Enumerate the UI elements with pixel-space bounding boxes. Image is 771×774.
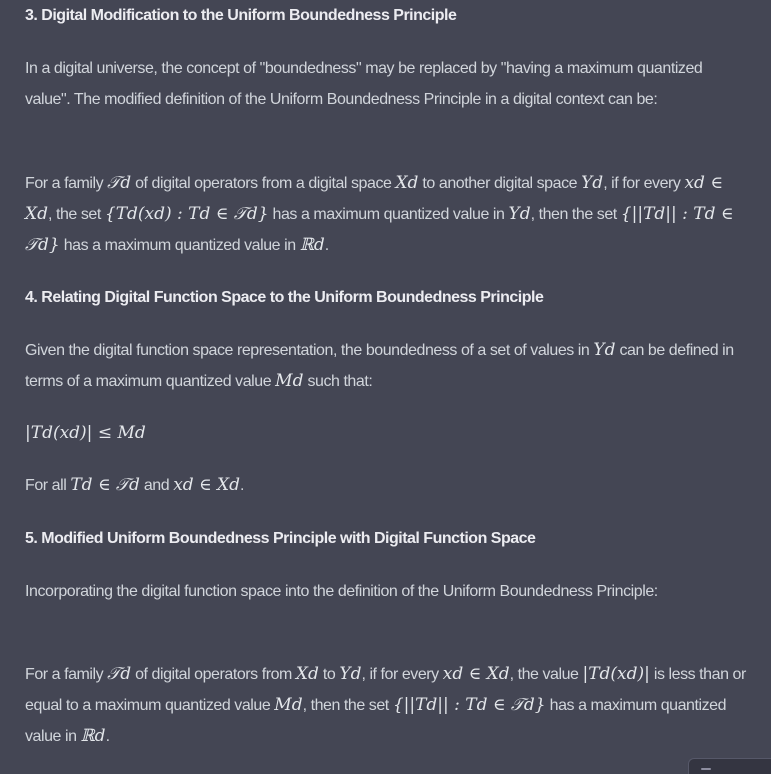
text-run: can be defined in terms of a maximum quantized value [25,342,734,390]
text-run: to another digital space [418,175,582,192]
section-5-heading: 5. Modified Uniform Boundedness Principle with Digital Function Space [25,530,536,547]
text-run: . [324,237,329,254]
math-space-y: Yd [593,340,616,360]
text-run: such that: [303,373,373,390]
section-3-definition-paragraph [25,168,747,261]
math-space-y: Yd [339,664,362,684]
math-set-norms: {||Td|| : Td ∈ 𝒯d} [25,204,734,255]
text-run: , then the set [302,697,393,714]
math-real-digital: ℝd [299,235,325,255]
text-run: is less than or equal to a maximum quantized value [25,666,746,714]
text-run: of digital operators from [131,666,296,683]
section-4-intro-paragraph [25,335,747,397]
math-operator-family: 𝒯d [107,173,132,193]
math-space-x: Xd [295,664,319,684]
text-run: For all [25,477,71,494]
text-run: to [318,666,340,683]
text-run: and [139,477,174,494]
text-run: , if for every [361,666,443,683]
text-run: . [240,477,245,494]
section-5-definition-paragraph [25,659,749,752]
math-element-x: xd ∈ Xd [173,475,241,495]
math-set-norms: {||Td|| : Td ∈ 𝒯d} [392,695,546,715]
text-run: , the value [509,666,583,683]
math-space-y: Yd [508,204,531,224]
button-glyph-icon [701,768,711,770]
math-element-x: xd ∈ Xd [442,664,510,684]
section-4-equation: |Td(xd)| ≤ Md [25,423,146,443]
text-run: . [105,728,110,745]
math-operator-family: 𝒯d [107,664,132,684]
text-run: For a family [25,175,108,192]
math-set-values: {Td(xd) : Td ∈ 𝒯d} [104,204,269,224]
section-3-heading: 3. Digital Modification to the Uniform Boundedness Principle [25,7,457,24]
text-run: has a maximum quantized value in [59,237,300,254]
math-space-x: Xd [395,173,419,193]
text-run: For a family [25,666,108,683]
text-run: Given the digital function space representation, the boundedness of a set of values in [25,342,594,359]
section-4-heading: 4. Relating Digital Function Space to the Uniform Boundedness Principle [25,289,544,306]
section-4-condition-paragraph [25,470,244,501]
text-run: , the set [48,206,105,223]
math-max-value: Md [274,695,303,715]
section-3-intro-paragraph: In a digital universe, the concept of "boundedness" may be replaced by "having a maximum quantized value". The modified definition of the Uniform Boundedness Principle in a digital context can be: [25,60,703,108]
section-5-intro-paragraph: Incorporating the digital function space into the definition of the Uniform Boundedness Principle: [25,583,658,600]
text-run: of digital operators from a digital space [131,175,396,192]
scroll-to-bottom-button[interactable] [688,758,771,774]
math-space-y: Yd [581,173,604,193]
text-run: has a maximum quantized value in [268,206,509,223]
text-run: has a maximum quantized value in [25,697,727,745]
math-element-x: xd ∈ Xd [25,173,723,224]
text-run: , if for every [603,175,685,192]
math-abs-value: |Td(xd)| [582,664,650,684]
math-operator-membership: Td ∈ 𝒯d [70,475,140,495]
math-real-digital: ℝd [80,726,106,746]
text-run: , then the set [530,206,621,223]
math-max-value: Md [275,371,304,391]
